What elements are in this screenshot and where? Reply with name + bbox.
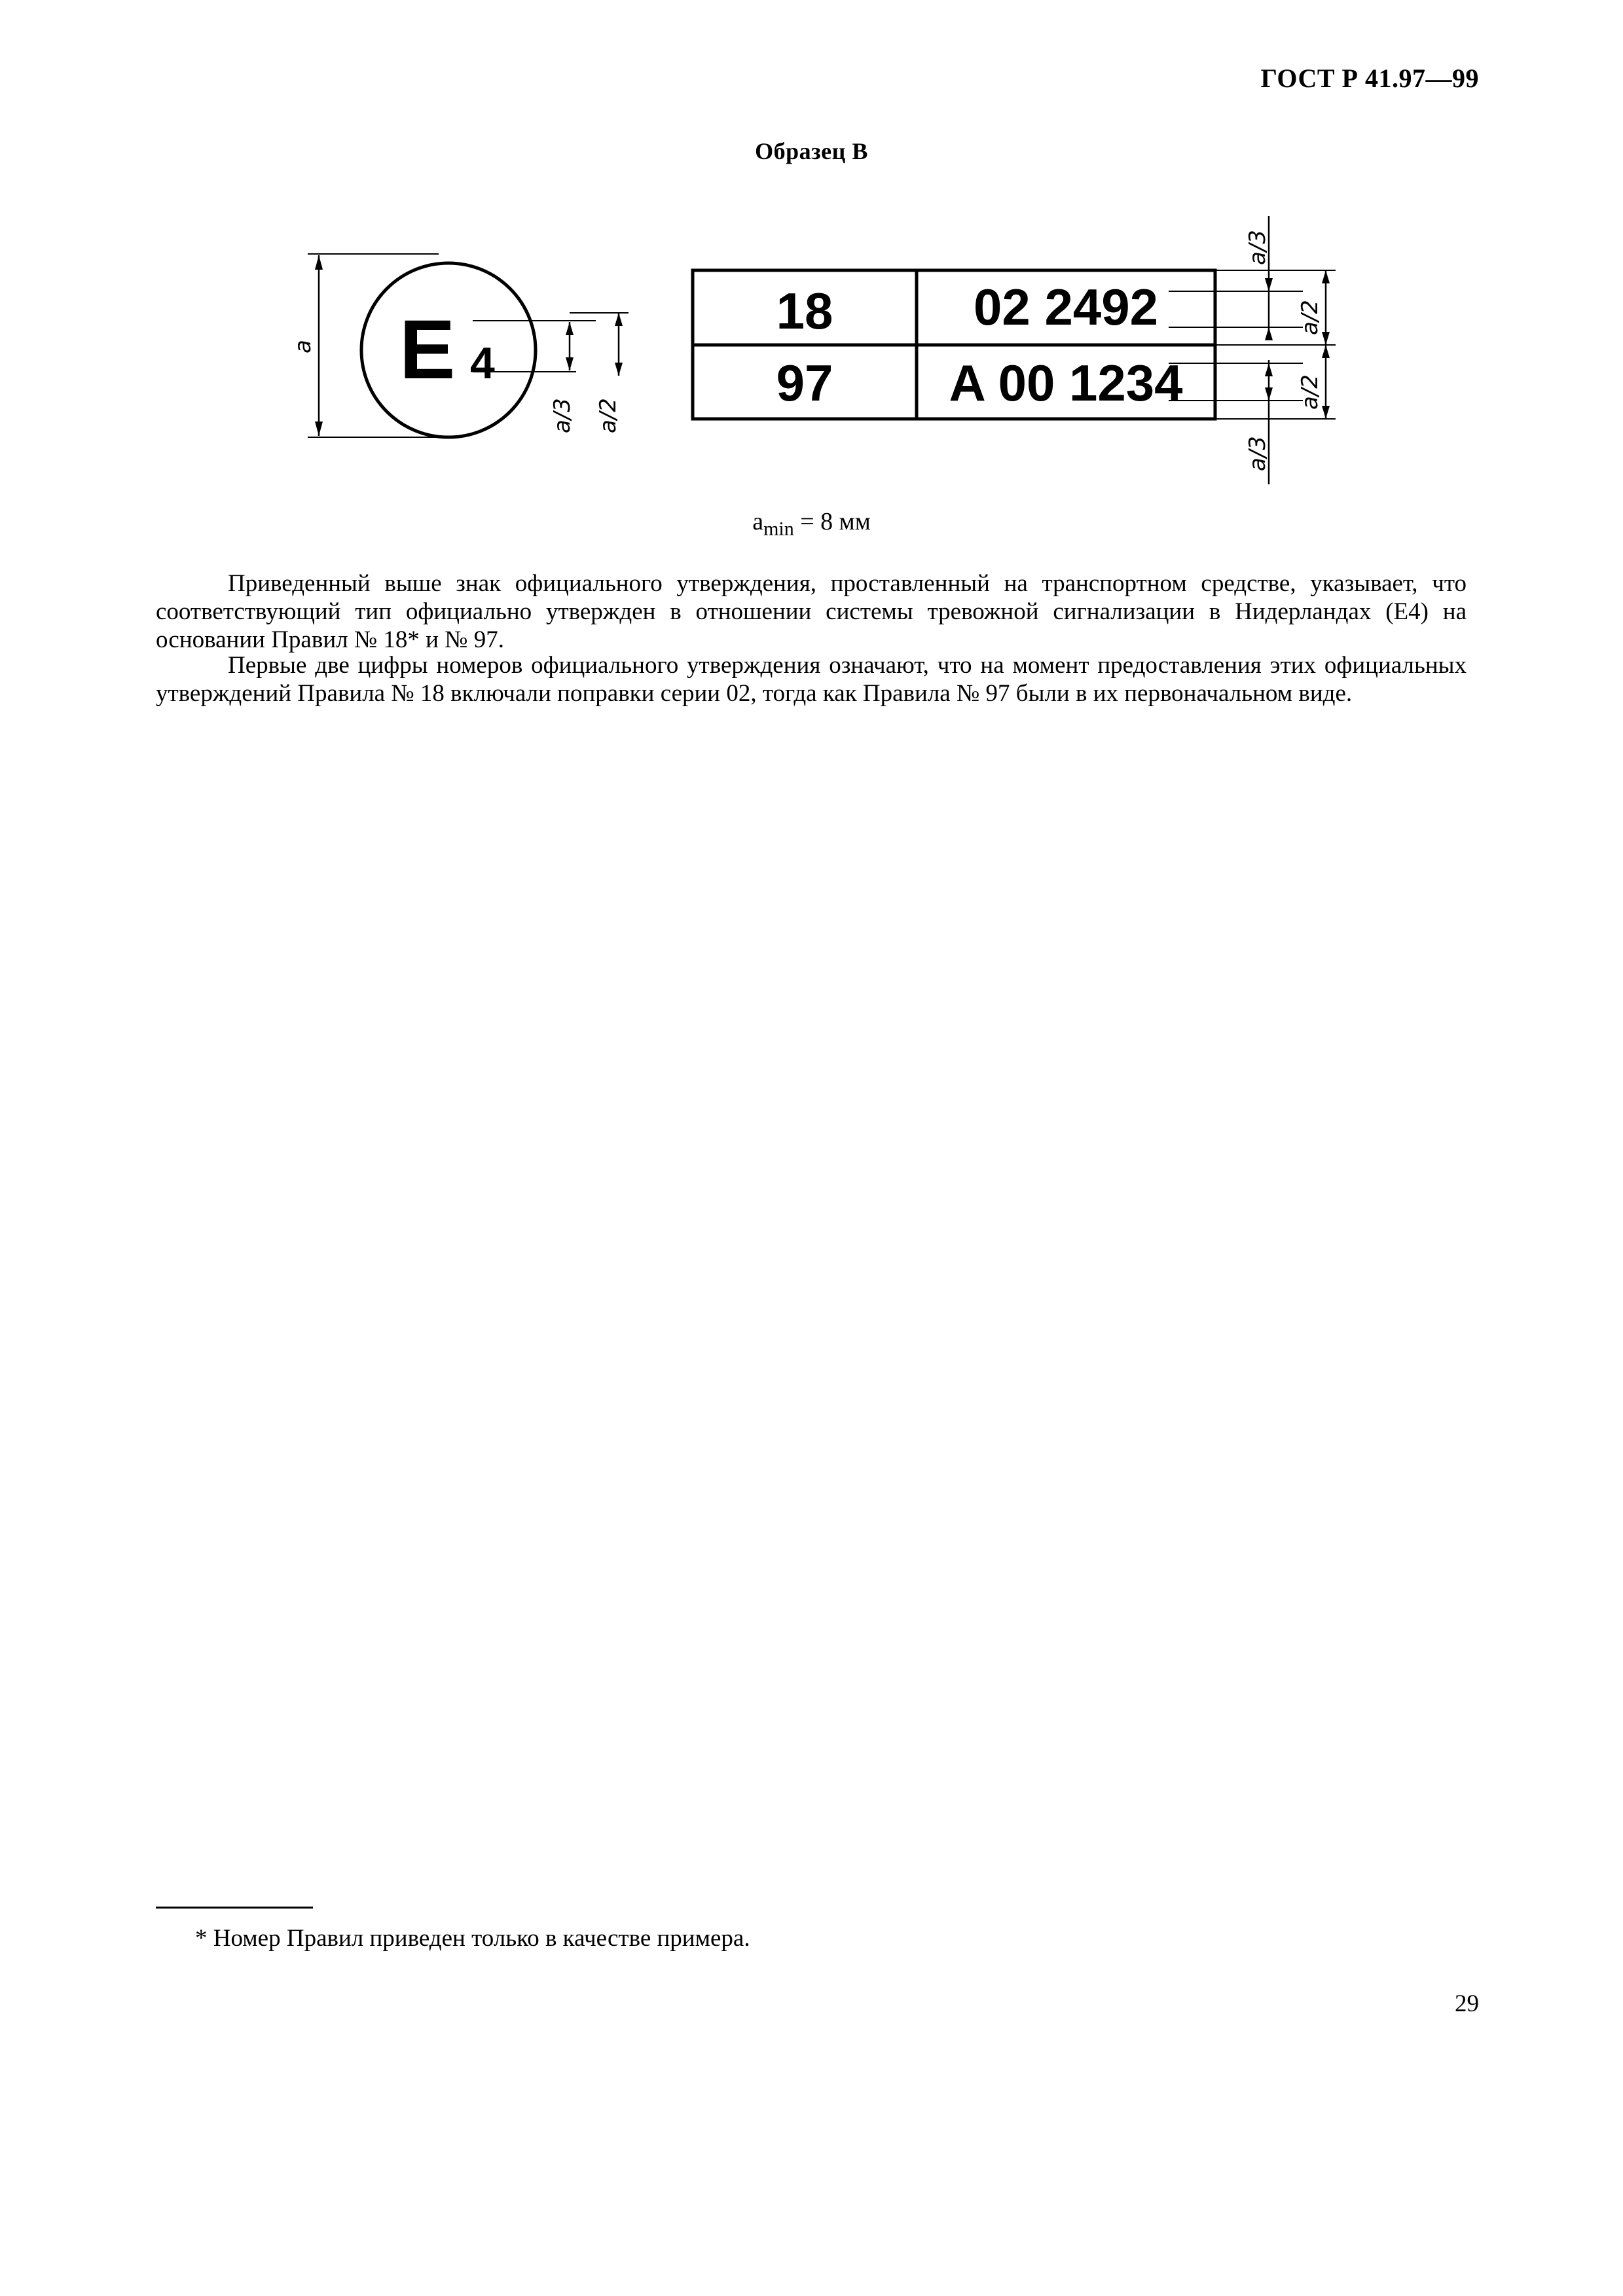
paragraph-1-container (156, 569, 1467, 654)
bottom-a3-arrow-1 (1265, 363, 1273, 376)
sample-title: Образец В (755, 138, 868, 164)
table-row-1-approval: 02 2492 (974, 278, 1158, 336)
table-row-1-regulation: 18 (776, 282, 833, 340)
page-number: 29 (1455, 1990, 1479, 2017)
circle-mark (290, 254, 629, 437)
bottom-a3-arrow-2 (1265, 387, 1273, 401)
dim-a3-label: a/3 (549, 398, 575, 433)
right-a2-label-top: a/2 (1297, 300, 1323, 335)
approval-table (693, 216, 1336, 484)
table-row-2-regulation: 97 (776, 354, 833, 412)
table-row-2-approval: A 00 1234 (949, 354, 1183, 412)
mark-letter: E (399, 303, 456, 397)
amin-subscript: min (763, 518, 794, 540)
document-code: ГОСТ Р 41.97—99 (1260, 63, 1479, 93)
dim-a-arrow-down (315, 422, 323, 436)
paragraph-2: Первые две цифры номеров официального утверждения означают, что на момент предоставления этих официальных утверждений Правила № 18 включали поправки серии 02, тогда как Правила № 97 были в их первоначальном виде. (156, 652, 1467, 707)
dim-a3-arrow-down (566, 357, 574, 370)
right-a2-arrow-bottom-1 (1322, 345, 1330, 358)
approval-mark-drawing (0, 196, 1623, 504)
paragraph-1: Приведенный выше знак официального утверждения, проставленный на транспортном средстве, указывает, что соответствующий тип официально утвержден в отношении системы тревожной сигнализации в Нидерландах (Е4) на основании Правил № 18* и № 97. (156, 570, 1467, 653)
dim-a3-arrow-up (566, 322, 574, 335)
right-a2-label-bottom: a/2 (1297, 374, 1323, 410)
right-a2-arrow-top-1 (1322, 270, 1330, 283)
dim-a2-arrow-up (615, 313, 623, 326)
amin-symbol: a (752, 508, 764, 535)
paragraph-2-container (156, 651, 1467, 708)
mark-country-number: 4 (470, 338, 495, 388)
footnote-separator (156, 1907, 313, 1909)
top-a3-label: a/3 (1245, 230, 1271, 265)
amin-value: = 8 мм (793, 508, 871, 535)
top-a3-arrow-1 (1265, 278, 1273, 291)
dim-a-label: a (290, 340, 316, 353)
dim-a-arrow-up (315, 255, 323, 270)
top-a3-arrow-2 (1265, 327, 1273, 340)
amin-formula (0, 507, 1623, 541)
dim-a2-label: a/2 (595, 398, 621, 433)
footnote: * Номер Правил приведен только в качестве примера. (195, 1925, 750, 1952)
approval-mark-figure (0, 196, 1623, 504)
bottom-a3-label: a/3 (1245, 436, 1271, 471)
dim-a2-arrow-down (615, 363, 623, 376)
